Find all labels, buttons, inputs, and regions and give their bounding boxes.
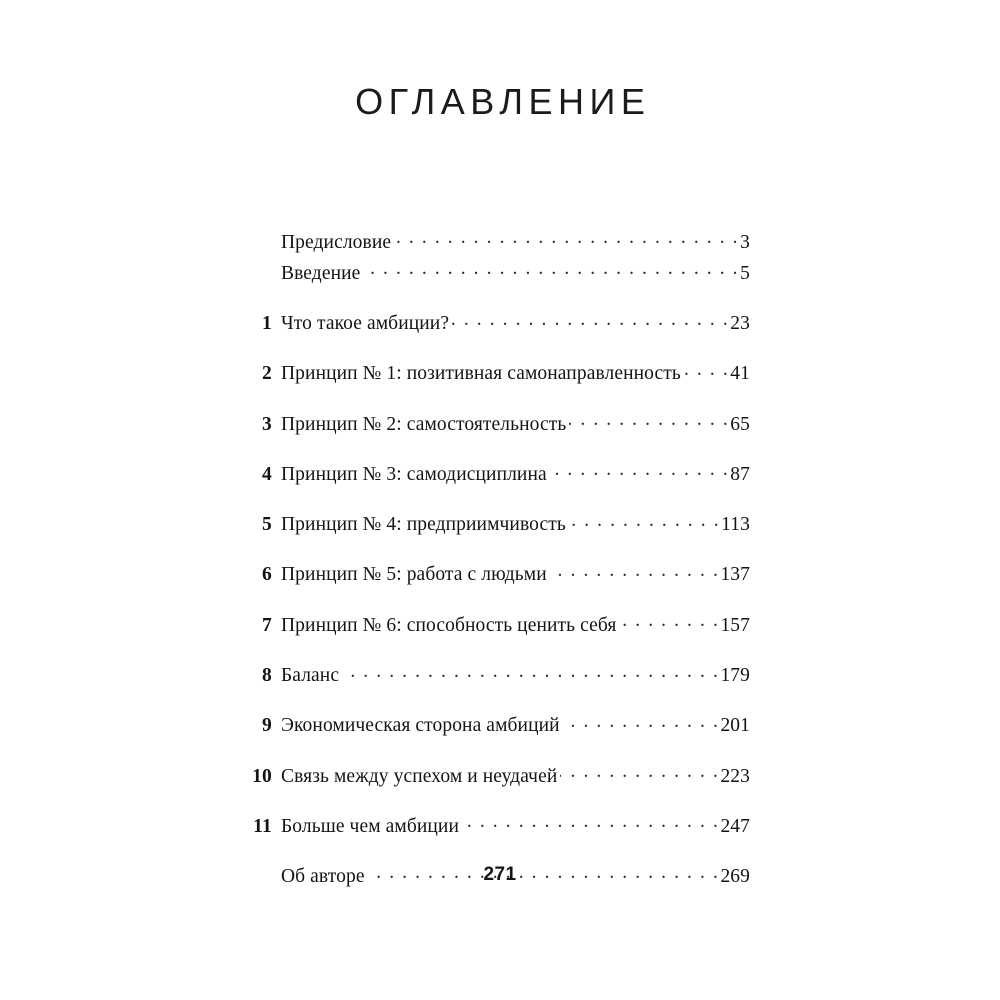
toc-entry-label: Баланс: [281, 665, 340, 687]
toc-entry-number: 1: [262, 313, 272, 335]
toc-entry[interactable]: [250, 762, 750, 788]
toc-entry-page-number: 65: [730, 413, 750, 435]
toc-entry-label: Об авторе: [281, 866, 365, 888]
toc-entry-page-number: 137: [720, 564, 750, 586]
toc-entry-number: 7: [262, 614, 272, 636]
toc-leader-dots: [363, 259, 739, 279]
toc-entry[interactable]: [250, 410, 750, 436]
toc-entry-page-number: 87: [730, 463, 750, 485]
toc-entry-label: Принцип № 5: работа с людьми: [281, 564, 547, 586]
toc-entry-number: 8: [262, 665, 272, 687]
toc-entry-label: Принцип № 1: позитивная самонаправленность: [281, 363, 681, 385]
toc-entry-label: Больше чем амбиции: [281, 815, 459, 837]
toc-entry-body: [281, 812, 750, 838]
toc-entry-number: 3: [262, 413, 272, 435]
toc-entry-body: [281, 460, 750, 486]
toc-entry[interactable]: [250, 310, 750, 336]
toc-entry-label: Что такое амбиции?: [281, 313, 450, 335]
toc-entry[interactable]: [250, 812, 750, 838]
toc-entry-number: 2: [262, 363, 272, 385]
toc-leader-dots: [550, 460, 730, 480]
toc-entry-page-number: 269: [720, 866, 750, 888]
toc-entry[interactable]: [250, 460, 750, 486]
toc-entry-number: 10: [252, 765, 272, 787]
toc-entry-body: [281, 662, 750, 688]
toc-leader-dots: [462, 812, 719, 832]
toc-entry-page-number: 3: [740, 231, 750, 253]
toc-entry-body: [281, 611, 750, 637]
toc-entry[interactable]: [250, 360, 750, 386]
page-folio: 271: [483, 864, 517, 885]
toc-entry-number: 9: [262, 715, 272, 737]
toc-leader-dots: [684, 360, 729, 380]
toc-entry-page-number: 179: [720, 665, 750, 687]
toc-entry-body: [281, 228, 750, 254]
toc-entry-number: 4: [262, 463, 272, 485]
toc-entry-page-number: 223: [720, 765, 750, 787]
toc-entry-body: [281, 762, 750, 788]
toc-entry-page-number: 41: [730, 363, 750, 385]
page-title: ОГЛАВЛЕНИЕ: [355, 81, 651, 122]
toc-entry[interactable]: [250, 662, 750, 688]
toc-leader-dots: [394, 228, 739, 248]
toc-leader-dots: [569, 410, 729, 430]
toc-entry[interactable]: [250, 259, 750, 285]
toc-entry[interactable]: [250, 511, 750, 537]
toc-entry[interactable]: [250, 561, 750, 587]
toc-entry-page-number: 113: [721, 514, 750, 536]
toc-entry-page-number: 201: [720, 715, 750, 737]
toc-entry-body: [281, 511, 750, 537]
toc-entry-label: Принцип № 4: предприимчивость: [281, 514, 566, 536]
toc-entry[interactable]: [250, 611, 750, 637]
toc-entry-label: Экономическая сторона амбиций: [281, 715, 560, 737]
toc-entry-number: 5: [262, 514, 272, 536]
toc-entry-page-number: 247: [720, 815, 750, 837]
toc-entry-label: Предисловие: [281, 231, 392, 253]
toc-leader-dots: [550, 561, 720, 581]
toc-entry-page-number: 23: [730, 313, 750, 335]
toc-entry-label: Принцип № 2: самостоятельность: [281, 413, 567, 435]
toc-entry-number: 11: [253, 815, 272, 837]
toc-entry-page-number: 157: [720, 614, 750, 636]
toc-entry[interactable]: [250, 712, 750, 738]
toc-list: [250, 228, 750, 889]
toc-leader-dots: [619, 611, 719, 631]
toc-leader-dots: [452, 310, 729, 330]
toc-entry-body: [281, 561, 750, 587]
toc-entry-label: Связь между успехом и неудачей: [281, 765, 558, 787]
toc-entry-body: [281, 310, 750, 336]
toc-leader-dots: [560, 762, 719, 782]
toc-leader-dots: [563, 712, 720, 732]
toc-entry-label: Принцип № 3: самодисциплина: [281, 463, 547, 485]
toc-entry[interactable]: [250, 228, 750, 254]
toc-leader-dots: [342, 662, 719, 682]
toc-entry-body: [281, 259, 750, 285]
toc-entry-body: [281, 410, 750, 436]
toc-entry-page-number: 5: [740, 262, 750, 284]
toc-entry-body: [281, 712, 750, 738]
toc-leader-dots: [569, 511, 720, 531]
toc-entry-label: Принцип № 6: способность ценить себя: [281, 614, 617, 636]
toc-entry-label: Введение: [281, 262, 361, 284]
toc-entry-body: [281, 360, 750, 386]
toc-entry-number: 6: [262, 564, 272, 586]
